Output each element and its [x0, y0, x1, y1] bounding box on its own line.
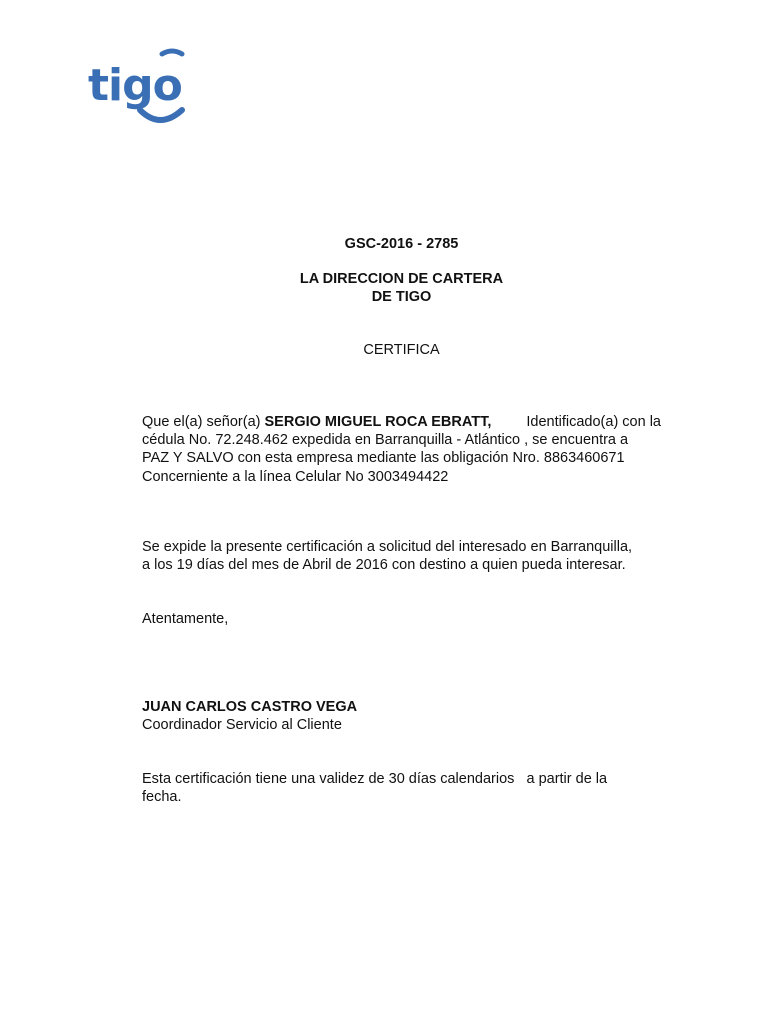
- issuance-paragraph: [142, 538, 661, 574]
- certifica-heading: CERTIFICA: [363, 342, 440, 358]
- signature-block: [142, 698, 661, 734]
- issuance-line-1: Se expide la presente certificación a solicitud del interesado en Barranquilla,: [142, 539, 633, 555]
- issuer-line-1: LA DIRECCION DE CARTERA: [299, 271, 504, 287]
- tigo-logo: [88, 48, 194, 130]
- validity-line-2: fecha.: [142, 789, 182, 806]
- issuer-line-2: DE TIGO: [371, 289, 432, 305]
- paragraph-line-1: Que el(a) señor(a) SERGIO MIGUEL ROCA EBRATT, Identificado(a) con la: [142, 414, 661, 430]
- issuance-line-2: a los 19 días del mes de Abril de 2016 con destino a quien pueda interesar.: [142, 557, 626, 574]
- svg-text:tigo: tigo: [88, 60, 182, 111]
- paragraph-line-4: Concerniente a la línea Celular No 3003494422: [142, 468, 449, 485]
- validity-paragraph: [142, 770, 661, 806]
- issuer-heading: [142, 270, 661, 306]
- signatory-name: JUAN CARLOS CASTRO VEGA: [142, 699, 358, 715]
- holder-name: SERGIO MIGUEL ROCA EBRATT,: [264, 414, 492, 430]
- certification-paragraph: [142, 413, 661, 486]
- validity-line-1: Esta certificación tiene una validez de 30 días calendarios a partir de la: [142, 771, 608, 787]
- signatory-title: Coordinador Servicio al Cliente: [142, 717, 342, 734]
- paragraph-line-2: cédula No. 72.248.462 expedida en Barranquilla - Atlántico , se encuentra a: [142, 432, 629, 449]
- document-reference: GSC-2016 - 2785: [344, 236, 459, 252]
- closing: Atentamente,: [142, 611, 229, 627]
- paragraph-line-3: PAZ Y SALVO con esta empresa mediante las obligación Nro. 8863460671: [142, 450, 625, 467]
